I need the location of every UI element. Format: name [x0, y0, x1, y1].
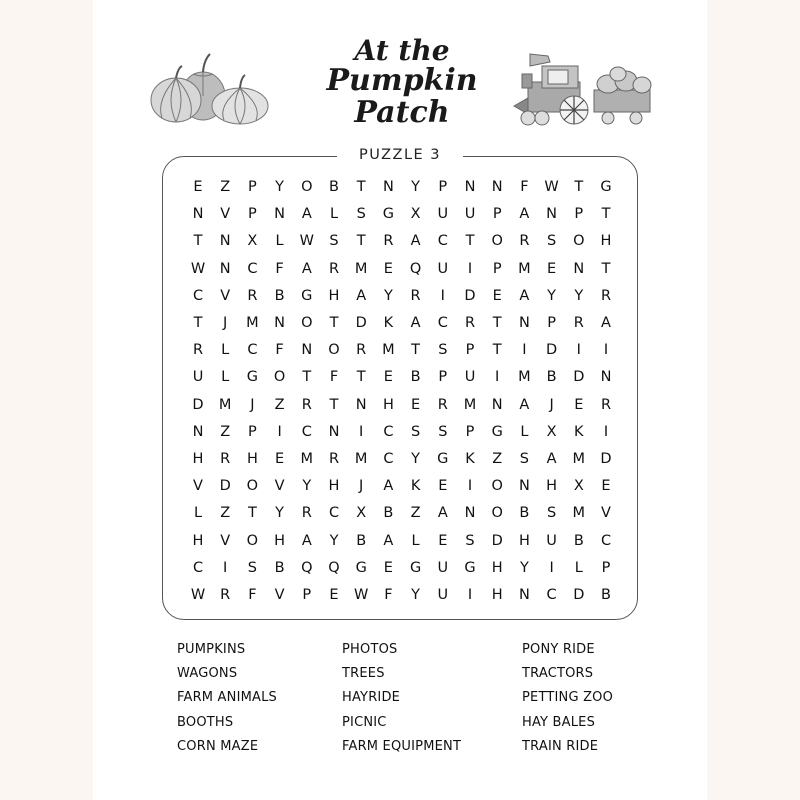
grid-letter: D — [192, 396, 204, 413]
grid-letter: I — [223, 559, 228, 576]
grid-letter: G — [409, 559, 422, 576]
grid-letter: L — [275, 233, 284, 250]
grid-letter: E — [383, 559, 393, 576]
grid-letter: R — [301, 396, 312, 413]
word-list-item: BOOTHS — [177, 714, 234, 730]
grid-letter: P — [601, 559, 611, 576]
grid-letter: O — [328, 342, 340, 359]
grid-letter: E — [601, 478, 611, 495]
grid-letter: C — [383, 451, 394, 467]
grid-letter: H — [192, 451, 204, 467]
grid-letter: E — [193, 179, 203, 195]
grid-letter: T — [411, 342, 421, 359]
grid-letter: L — [520, 423, 529, 440]
grid-letter: E — [438, 532, 448, 549]
grid-letter: P — [248, 206, 257, 223]
grid-letter: E — [547, 260, 557, 277]
grid-letter: T — [492, 315, 502, 331]
grid-letter: A — [546, 451, 557, 467]
grid-letter: A — [301, 532, 312, 549]
grid-letter: N — [219, 233, 231, 250]
grid-letter: E — [329, 587, 339, 603]
puzzle-label: PUZZLE 3 — [337, 144, 463, 166]
grid-letter: A — [519, 206, 530, 223]
grid-letter: N — [573, 260, 585, 277]
grid-letter: T — [356, 233, 366, 250]
grid-letter: R — [356, 342, 367, 359]
grid-letter: D — [355, 315, 367, 331]
grid-letter: Z — [492, 451, 503, 467]
grid-letter: F — [329, 369, 339, 386]
grid-letter: S — [329, 233, 339, 250]
grid-letter: C — [437, 233, 448, 250]
grid-letter: O — [491, 478, 503, 495]
grid-letter: N — [491, 396, 503, 413]
grid-letter: R — [247, 287, 258, 304]
grid-letter: T — [356, 179, 366, 195]
grid-letter: S — [546, 233, 557, 250]
grid-letter: S — [519, 451, 529, 467]
grid-letter: T — [193, 315, 203, 331]
grid-letter: F — [275, 260, 284, 277]
grid-letter: O — [301, 315, 313, 331]
grid-letter: A — [301, 206, 312, 223]
word-list-item: FARM EQUIPMENT — [342, 738, 462, 754]
grid-letter: E — [438, 478, 448, 495]
grid-letter: E — [275, 451, 285, 467]
grid-letter: A — [519, 396, 530, 413]
grid-letter: C — [437, 315, 448, 331]
grid-letter: M — [300, 451, 314, 467]
grid-letter: L — [193, 505, 203, 522]
grid-letter: M — [463, 396, 477, 413]
grid-letter: D — [491, 532, 503, 549]
grid-letter: R — [192, 342, 204, 359]
title-line-1: At the — [354, 34, 450, 67]
grid-letter: T — [193, 233, 203, 250]
grid-letter: W — [544, 179, 559, 195]
grid-letter: J — [549, 396, 554, 413]
grid-letter: T — [574, 179, 584, 195]
grid-letter: R — [600, 287, 612, 304]
grid-letter: Z — [220, 423, 231, 440]
grid-letter: L — [574, 559, 583, 576]
grid-letter: C — [383, 423, 394, 440]
grid-letter: I — [467, 587, 473, 603]
grid-letter: G — [382, 206, 395, 223]
grid-letter: N — [464, 505, 476, 522]
grid-letter: A — [410, 315, 421, 331]
grid-letter: D — [546, 342, 558, 359]
grid-letter: Y — [519, 559, 529, 576]
grid-letter: N — [301, 342, 313, 359]
grid-letter: S — [410, 423, 421, 440]
grid-letter: M — [518, 260, 531, 277]
grid-letter: M — [246, 315, 259, 331]
grid-letter: M — [382, 342, 395, 359]
grid-letter: G — [301, 287, 313, 304]
grid-letter: W — [354, 587, 369, 603]
grid-letter: X — [356, 505, 367, 522]
grid-letter: S — [356, 206, 366, 223]
grid-letter: Y — [302, 478, 312, 495]
grid-letter: Y — [275, 505, 285, 522]
grid-letter: R — [410, 287, 421, 304]
grid-letter: V — [220, 206, 231, 223]
grid-letter: O — [491, 505, 503, 522]
grid-letter: P — [248, 423, 257, 440]
grid-letter: T — [247, 505, 257, 522]
grid-letter: S — [465, 532, 475, 549]
grid-letter: C — [600, 532, 612, 549]
grid-letter: P — [438, 179, 448, 195]
grid-letter: X — [247, 233, 258, 250]
grid-letter: J — [359, 478, 364, 495]
grid-letter: U — [192, 369, 204, 386]
grid-letter: C — [301, 423, 312, 440]
grid-letter: T — [465, 233, 475, 250]
grid-letter: Y — [547, 287, 557, 304]
grid-letter: M — [354, 260, 368, 277]
grid-letter: M — [218, 396, 232, 413]
grid-letter: T — [601, 260, 611, 277]
grid-letter: U — [437, 206, 449, 223]
word-list-item: PONY RIDE — [522, 642, 595, 657]
grid-letter: G — [491, 423, 503, 440]
grid-letter: N — [274, 206, 286, 223]
grid-letter: O — [246, 478, 259, 495]
grid-letter: O — [301, 179, 313, 195]
grid-letter: A — [301, 260, 312, 277]
grid-letter: W — [190, 587, 206, 603]
grid-letter: G — [246, 369, 259, 386]
grid-letter: D — [600, 451, 612, 467]
grid-letter: H — [274, 532, 286, 549]
word-list-item: WAGONS — [177, 666, 238, 682]
grid-letter: X — [410, 206, 421, 223]
grid-letter: O — [573, 233, 585, 250]
grid-letter: E — [383, 260, 393, 277]
grid-letter: V — [274, 478, 285, 495]
grid-letter: A — [383, 478, 394, 495]
grid-letter: I — [440, 287, 445, 304]
grid-letter: U — [464, 369, 476, 386]
grid-letter: O — [491, 233, 503, 250]
grid-letter: A — [519, 287, 530, 304]
grid-letter: L — [221, 369, 230, 386]
grid-letter: K — [574, 423, 584, 440]
grid-letter: B — [356, 532, 367, 549]
grid-letter: H — [328, 478, 340, 495]
grid-letter: F — [384, 587, 393, 603]
grid-letter: Q — [328, 559, 340, 576]
grid-letter: H — [546, 478, 558, 495]
word-list-item: PETTING ZOO — [522, 690, 614, 706]
grid-letter: S — [438, 342, 448, 359]
grid-letter: B — [519, 505, 530, 522]
grid-letter: G — [600, 179, 612, 195]
grid-letter: H — [328, 287, 340, 304]
grid-letter: N — [518, 315, 530, 331]
grid-letter: W — [299, 233, 314, 250]
grid-letter: I — [495, 369, 500, 386]
grid-letter: R — [600, 396, 612, 413]
grid-letter: D — [573, 587, 585, 603]
grid-letter: R — [328, 260, 340, 277]
grid-letter: J — [223, 315, 228, 331]
grid-letter: I — [576, 342, 581, 359]
grid-letter: P — [438, 369, 448, 386]
grid-letter: R — [220, 587, 231, 603]
grid-letter: P — [248, 179, 257, 195]
grid-letter: V — [193, 478, 203, 495]
grid-letter: B — [601, 587, 611, 603]
pumpkins-illustration — [148, 48, 298, 128]
grid-letter: Y — [411, 179, 421, 195]
grid-letter: C — [192, 559, 204, 576]
grid-letter: N — [491, 179, 503, 195]
grid-letter: V — [274, 587, 285, 603]
word-list-item: TREES — [342, 666, 385, 682]
grid-letter: Q — [301, 559, 313, 576]
grid-letter: K — [383, 315, 394, 331]
grid-letter: H — [518, 532, 530, 549]
grid-letter: S — [546, 505, 557, 522]
grid-letter: U — [437, 559, 449, 576]
grid-letter: S — [247, 559, 257, 576]
grid-letter: D — [219, 478, 231, 495]
grid-letter: C — [546, 587, 557, 603]
grid-letter: F — [520, 179, 529, 195]
grid-letter: C — [247, 260, 258, 277]
grid-letter: I — [522, 342, 527, 359]
grid-letter: E — [492, 287, 502, 304]
word-list-item: PUMPKINS — [177, 642, 246, 657]
grid-letter: P — [465, 342, 475, 359]
grid-letter: G — [437, 451, 449, 467]
grid-letter: R — [328, 451, 340, 467]
grid-letter: F — [275, 342, 284, 359]
grid-letter: T — [302, 369, 312, 386]
grid-letter: A — [601, 315, 611, 331]
word-list-item: HAYRIDE — [342, 690, 401, 706]
grid-letter: H — [246, 451, 258, 467]
grid-letter: P — [574, 206, 584, 223]
word-list-item: PHOTOS — [342, 642, 398, 657]
grid-letter: R — [383, 233, 394, 250]
grid-letter: T — [329, 396, 339, 413]
grid-letter: P — [547, 315, 556, 331]
grid-letter: T — [601, 206, 611, 223]
grid-letter: S — [438, 423, 448, 440]
grid-letter: H — [491, 559, 503, 576]
grid-letter: V — [220, 287, 231, 304]
grid-letter: K — [465, 451, 475, 467]
grid-letter: N — [518, 587, 530, 603]
grid-letter: U — [437, 587, 449, 603]
grid-letter: H — [382, 396, 394, 413]
grid-letter: B — [274, 559, 285, 576]
grid-letter: N — [219, 260, 231, 277]
grid-letter: T — [492, 342, 502, 359]
grid-letter: Y — [411, 451, 421, 467]
grid-letter: D — [464, 287, 476, 304]
grid-letter: Y — [411, 587, 421, 603]
pumpkin-train-illustration — [508, 52, 658, 134]
grid-letter: F — [248, 587, 257, 603]
grid-letter: I — [467, 478, 473, 495]
grid-letter: N — [192, 206, 204, 223]
grid-letter: Z — [410, 505, 421, 522]
grid-letter: A — [356, 287, 367, 304]
grid-letter: B — [329, 179, 339, 195]
grid-letter: O — [273, 369, 286, 386]
title-line-2: Pumpkin Patch — [326, 63, 478, 130]
grid-letter: P — [492, 206, 502, 223]
grid-letter: A — [437, 505, 448, 522]
grid-letter: H — [491, 587, 503, 603]
grid-letter: I — [603, 342, 609, 359]
grid-letter: N — [464, 179, 476, 195]
grid-letter: Z — [274, 396, 285, 413]
grid-letter: A — [383, 532, 394, 549]
grid-letter: B — [274, 287, 285, 304]
grid-letter: I — [277, 423, 282, 440]
grid-letter: U — [437, 260, 449, 277]
grid-letter: X — [546, 423, 557, 440]
grid-letter: N — [192, 423, 204, 440]
word-list-item: CORN MAZE — [177, 738, 259, 754]
grid-letter: P — [492, 260, 502, 277]
grid-letter: Q — [409, 260, 422, 277]
grid-letter: P — [302, 587, 312, 603]
grid-letter: V — [601, 505, 611, 522]
grid-letter: Z — [220, 179, 231, 195]
grid-letter: E — [574, 396, 584, 413]
grid-letter: C — [328, 505, 340, 522]
grid-letter: R — [519, 233, 530, 250]
grid-letter: N — [600, 369, 612, 386]
grid-letter: Y — [275, 179, 285, 195]
grid-letter: I — [359, 423, 364, 440]
grid-letter: B — [573, 532, 584, 549]
grid-letter: M — [354, 451, 368, 467]
grid-letter: N — [355, 396, 367, 413]
grid-letter: Z — [220, 505, 231, 522]
grid-letter: M — [572, 451, 586, 467]
grid-letter: N — [382, 179, 394, 195]
grid-letter: W — [190, 260, 206, 277]
grid-letter: N — [328, 423, 340, 440]
grid-letter: N — [518, 478, 530, 495]
grid-letter: R — [220, 451, 231, 467]
grid-letter: R — [464, 315, 476, 331]
grid-letter: R — [301, 505, 312, 522]
grid-letter: T — [356, 369, 366, 386]
grid-letter: I — [467, 260, 473, 277]
grid-letter: R — [573, 315, 584, 331]
grid-letter: G — [355, 559, 367, 576]
grid-letter: U — [464, 206, 476, 223]
grid-letter: B — [410, 369, 421, 386]
grid-letter: U — [546, 532, 557, 549]
grid-letter: G — [464, 559, 476, 576]
word-list-item: TRACTORS — [522, 666, 594, 682]
word-list-item: TRAIN RIDE — [522, 738, 599, 754]
grid-letter: O — [246, 532, 259, 549]
grid-letter: N — [546, 206, 558, 223]
grid-letter: Y — [383, 287, 393, 304]
grid-letter: L — [411, 532, 420, 549]
grid-letter: B — [383, 505, 394, 522]
grid-letter: I — [549, 559, 554, 576]
grid-letter: B — [546, 369, 557, 386]
grid-letter: E — [383, 369, 393, 386]
grid-letter: Y — [574, 287, 584, 304]
grid-letter: T — [329, 315, 339, 331]
grid-letter: Y — [329, 532, 339, 549]
grid-letter: H — [600, 233, 612, 250]
grid-letter: M — [572, 505, 586, 522]
word-list-item: FARM ANIMALS — [177, 690, 278, 706]
grid-letter: H — [192, 532, 204, 549]
grid-letter: X — [573, 478, 584, 495]
word-list-item: HAY BALES — [522, 714, 596, 730]
grid-letter: V — [220, 532, 231, 549]
grid-letter: A — [410, 233, 421, 250]
grid-letter: J — [250, 396, 255, 413]
page-title — [282, 36, 522, 128]
grid-letter: E — [411, 396, 421, 413]
grid-letter: M — [518, 369, 531, 386]
grid-letter: D — [573, 369, 585, 386]
grid-letter: N — [274, 315, 286, 331]
word-list-item: PICNIC — [342, 714, 387, 730]
grid-letter: R — [437, 396, 448, 413]
grid-letter: C — [192, 287, 204, 304]
grid-letter: P — [465, 423, 475, 440]
grid-letter: K — [410, 478, 421, 495]
grid-letter: L — [329, 206, 339, 223]
grid-letter: C — [247, 342, 258, 359]
grid-letter: I — [603, 423, 609, 440]
grid-letter: L — [221, 342, 230, 359]
